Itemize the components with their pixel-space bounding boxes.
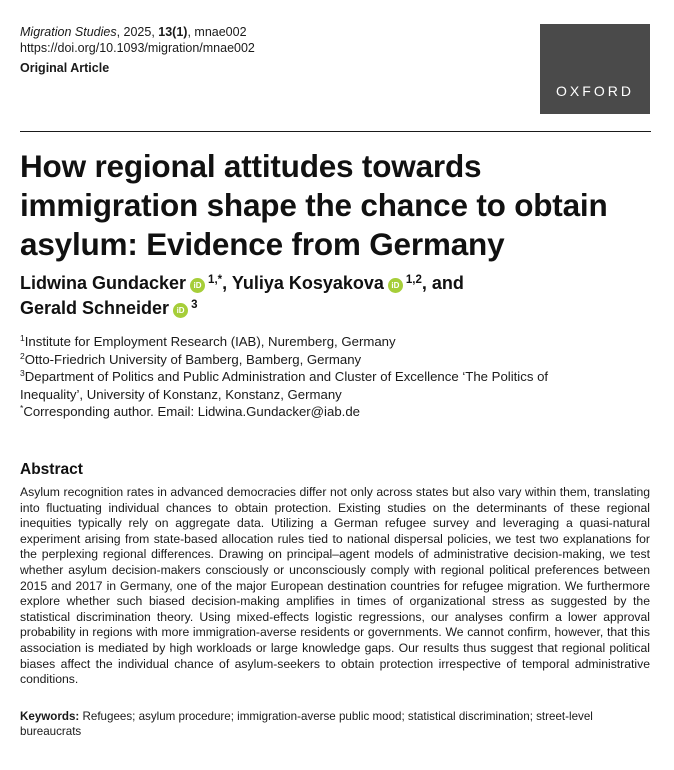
orcid-icon[interactable]: iD — [190, 278, 205, 293]
author-name: Gerald Schneider — [20, 298, 170, 318]
author-separator: , and — [421, 273, 464, 293]
orcid-icon[interactable]: iD — [173, 303, 188, 318]
corresponding-marker: * — [20, 403, 24, 413]
affiliation-text: Institute for Employment Research (IAB), Nuremberg, Germany — [24, 334, 396, 349]
keywords-label: Keywords: — [20, 710, 80, 723]
journal-year: , 2025, — [116, 25, 159, 39]
corresponding-text[interactable]: Corresponding author. Email: Lidwina.Gundacker@iab.de — [23, 404, 360, 419]
affiliation-list — [20, 333, 650, 421]
author-name: Lidwina Gundacker — [20, 273, 187, 293]
affiliation-text: Otto-Friedrich University of Bamberg, Bamberg, Germany — [24, 351, 362, 367]
affiliation-text: Department of Politics and Public Administration and Cluster of Excellence ‘The Politics of — [24, 369, 549, 384]
author-affiliation-marker: 3 — [191, 299, 198, 311]
author-affiliation-marker: 1,* — [208, 274, 223, 286]
corresponding-author — [20, 403, 650, 421]
orcid-icon[interactable]: iD — [388, 278, 403, 293]
affiliation-number: 1 — [20, 333, 25, 343]
author-list — [20, 271, 650, 321]
doi-link[interactable]: https://doi.org/10.1093/migration/mnae002 — [20, 41, 255, 55]
author-separator: , — [222, 273, 232, 293]
header-divider — [20, 131, 651, 132]
article-type: Original Article — [20, 61, 110, 75]
journal-article-id: , mnae002 — [187, 25, 247, 39]
journal-name: Migration Studies — [20, 25, 117, 39]
affiliation-number: 2 — [20, 350, 25, 361]
oxford-logo — [540, 24, 650, 114]
oxford-logo-text: OXFORD — [556, 83, 634, 99]
affiliation-number: 3 — [20, 368, 25, 378]
author-name: Yuliya Kosyakova — [231, 273, 384, 293]
keywords — [20, 709, 650, 740]
abstract-body: Asylum recognition rates in advanced democracies differ not only across states but also vary within them, translating into fluctuating individual chances to obtain protection. Existing studies on the determinants of these regional inequities typically rely on aggregate data. Utilizing a German refugee survey and leveraging a quasi-natural experiment arising from state-based allocation rules tied to national dispersal policies, we test two explanations for the perplexing regional differences. Drawing on principal–agent models of administrative decision-making, we test whether asylum decision-makers consciously or unconsciously comply with regional political preferences between 2015 and 2017 in Germany, one of the major European destination countries for refugee migration. We furthermore explore whether such biased decision-making amplifies in times of organizational stress as suggested by the statistical discrimination theory. Using mixed-effects logistic regressions, our analyses confirm a lower approval probability in regions with more immigration-averse residents or governments. We cannot confirm, however, that this association is mediated by high workloads or large knowledge gaps. Our results thus suggest that regional political biases affect the individual chance of asylum-seekers to obtain protection irrespective of temporal administrative conditions. — [20, 485, 650, 687]
author-affiliation-marker: 1,2 — [405, 274, 422, 286]
abstract-heading: Abstract — [20, 461, 83, 478]
affiliation-item — [20, 333, 650, 351]
affiliation-item — [20, 368, 650, 386]
article-title: How regional attitudes towards immigration shape the chance to obtain asylum: Evidence from Germany — [20, 148, 608, 262]
journal-citation — [20, 25, 247, 40]
affiliation-item — [20, 351, 650, 369]
keywords-text: Refugees; asylum procedure; immigration-averse public mood; statistical discrimination; street-level bureaucrats — [20, 710, 593, 739]
affiliation-item-continued: Inequality’, University of Konstanz, Konstanz, Germany — [20, 386, 342, 402]
journal-volume: 13(1) — [158, 25, 188, 39]
